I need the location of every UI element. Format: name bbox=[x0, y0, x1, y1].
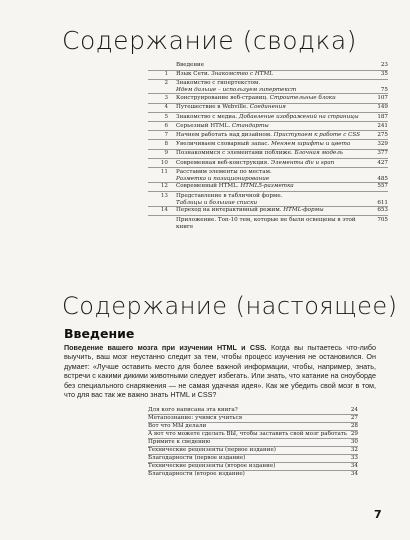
toc-page: 35 bbox=[380, 71, 388, 78]
toc-subtitle: Идем дальше – используем гипертекст bbox=[176, 87, 297, 94]
toc-title-text: Знакомство с медиа. bbox=[176, 113, 239, 120]
intro-body: Когда вы пытаетесь что-либо выучить, ваш мозг неустанно следит за тем, чтобы процесс изучения не остановился. Он думает: «Лучше оставить место для более важной информации, чтобы, например, знать, встречи с какими дикими животными следует избегать. Или знать, что катание на сноуборде без специального снаряжения — не самая удачная идея». Как же убедить свой мозг в том, что для вас так же важно знать HTML и CSS? bbox=[64, 343, 377, 400]
toc-number: 6 bbox=[164, 122, 168, 129]
toc-number: 4 bbox=[164, 104, 168, 111]
toc-number: 11 bbox=[160, 168, 168, 175]
subsection-page: 30 bbox=[350, 439, 358, 445]
toc-title bbox=[176, 132, 366, 139]
subsection-page: 28 bbox=[350, 423, 358, 429]
toc-subtitle: HTML-формы bbox=[283, 207, 324, 214]
toc-subtitle: Таблицы и большие списки bbox=[176, 199, 258, 206]
toc-title bbox=[176, 95, 366, 102]
toc-page: 329 bbox=[377, 141, 388, 148]
toc-subtitle: Разметка и позиционирование bbox=[176, 175, 270, 182]
toc-title-text: Путешествие в Webville. bbox=[176, 104, 250, 111]
toc-page: 611 bbox=[377, 199, 388, 206]
toc-subtitle: Меняем шрифты и цвета bbox=[271, 141, 351, 148]
subsection-title: Вот что МЫ делали bbox=[148, 423, 207, 429]
toc-title bbox=[176, 141, 366, 148]
toc-page: 75 bbox=[380, 87, 388, 94]
toc-title-text: Язык Сети. bbox=[176, 71, 212, 78]
toc-subtitle: HTML5-разметка bbox=[240, 183, 294, 190]
toc-title bbox=[176, 169, 366, 183]
toc-title bbox=[176, 80, 366, 94]
toc-title bbox=[176, 183, 366, 190]
toc-title-text: Увеличиваем словарный запас. bbox=[176, 141, 272, 148]
toc-subtitle: Соединения bbox=[249, 104, 286, 111]
toc-subtitle: Добавление изображений на страницы bbox=[238, 113, 359, 120]
toc-title-text: Знакомство с гипертекстом. bbox=[176, 80, 261, 87]
subsection-title: Для кого написана эта книга? bbox=[148, 407, 238, 413]
toc-row bbox=[148, 216, 388, 230]
toc-subtitle: Блочная модель bbox=[294, 150, 343, 157]
toc-title bbox=[176, 160, 366, 167]
toc-title-text: Познакомимся с элементами поближе. bbox=[176, 150, 295, 157]
toc-page: 427 bbox=[377, 159, 388, 166]
subsection-row bbox=[148, 471, 358, 478]
toc-title-text: Современная веб-конструкция. bbox=[176, 159, 271, 166]
subsection-page: 32 bbox=[350, 447, 358, 453]
toc-number: 9 bbox=[164, 150, 168, 157]
subsection-page: 34 bbox=[350, 471, 358, 477]
subsection-title: Примите к сведению bbox=[148, 439, 211, 445]
toc-page: 485 bbox=[377, 175, 388, 182]
toc-title-text: Начнем работать над дизайном. bbox=[176, 131, 274, 138]
toc-title-text: Переход на интерактивный режим. bbox=[176, 207, 284, 214]
toc-page: 653 bbox=[377, 207, 388, 214]
toc-page: 149 bbox=[377, 104, 388, 111]
detail-title: Содержание (настоящее) bbox=[62, 292, 398, 320]
toc-title bbox=[176, 193, 366, 207]
toc-title-text: Введение bbox=[176, 62, 205, 68]
toc-subtitle: Строительные блоки bbox=[269, 95, 336, 102]
intro-heading: Введение bbox=[64, 326, 135, 341]
toc-page: 705 bbox=[377, 216, 388, 223]
toc-number: 14 bbox=[160, 207, 168, 214]
toc-subtitle: Элементы div и span bbox=[270, 159, 335, 166]
subsection-title: Технические рецензенты (второе издание) bbox=[148, 463, 276, 469]
subsection-title: А вот что можете сделать ВЫ, чтобы заставить свой мозг работать bbox=[148, 431, 347, 437]
toc-page: 23 bbox=[380, 62, 388, 68]
subsection-title: Технические рецензенты (первое издание) bbox=[148, 447, 276, 453]
toc-title bbox=[176, 217, 366, 231]
toc-title bbox=[176, 123, 366, 130]
toc-row bbox=[148, 193, 388, 207]
subsection-page: 29 bbox=[350, 431, 358, 437]
toc-subtitle: Приступаем к работе с CSS bbox=[273, 131, 361, 138]
intro-lead: Поведение вашего мозга при изучении HTML и CSS. bbox=[64, 343, 267, 352]
toc-title bbox=[176, 62, 366, 69]
page-number: 7 bbox=[374, 508, 382, 521]
toc-number: 3 bbox=[164, 95, 168, 102]
toc-page: 377 bbox=[377, 150, 388, 157]
subsection-page: 27 bbox=[350, 415, 358, 421]
toc-number: 13 bbox=[160, 192, 168, 199]
toc-title bbox=[176, 114, 366, 121]
toc-number: 5 bbox=[164, 113, 168, 120]
toc-subtitle: Стандарты bbox=[231, 122, 269, 129]
toc-page: 275 bbox=[377, 131, 388, 138]
summary-title: Содержание (сводка) bbox=[62, 26, 357, 55]
toc-page: 557 bbox=[377, 183, 388, 190]
toc-title-text: Расставим элементы по местам. bbox=[176, 168, 272, 175]
toc-row bbox=[148, 80, 388, 94]
toc-title bbox=[176, 104, 366, 111]
subsection-title: Благодарности (второе издание) bbox=[148, 471, 245, 477]
toc-title-text: Серьезный HTML. bbox=[176, 122, 232, 129]
subsection-title: Благодарности (первое издание) bbox=[148, 455, 246, 461]
toc-number: 7 bbox=[164, 131, 168, 138]
toc-number: 10 bbox=[160, 159, 168, 166]
subsection-page: 24 bbox=[350, 407, 358, 413]
intro-paragraph bbox=[64, 343, 376, 399]
toc-page: 241 bbox=[377, 122, 388, 129]
subsection-page: 33 bbox=[350, 455, 358, 461]
toc-title bbox=[176, 207, 366, 214]
toc-title-text: Приложение. Топ-10 тем, которые не были освещены в этой книге bbox=[176, 216, 356, 230]
toc-title-text: Современный HTML. bbox=[176, 183, 241, 190]
toc-title-text: Представление в табличной форме. bbox=[176, 192, 283, 199]
toc-number: 8 bbox=[164, 141, 168, 148]
toc-title bbox=[176, 150, 366, 157]
toc-number: 1 bbox=[164, 71, 168, 78]
subsection-page: 34 bbox=[350, 463, 358, 469]
toc-number: 12 bbox=[160, 183, 168, 190]
toc-row bbox=[148, 169, 388, 183]
toc-page: 107 bbox=[377, 95, 388, 102]
toc-title-text: Конструирование веб-страниц. bbox=[176, 95, 270, 102]
toc-title bbox=[176, 71, 366, 78]
toc-subtitle: Знакомство с HTML bbox=[211, 71, 273, 78]
toc-page: 187 bbox=[377, 113, 388, 120]
toc-number: 2 bbox=[164, 80, 168, 87]
subsection-title: Метапознание: учимся учиться bbox=[148, 415, 243, 421]
